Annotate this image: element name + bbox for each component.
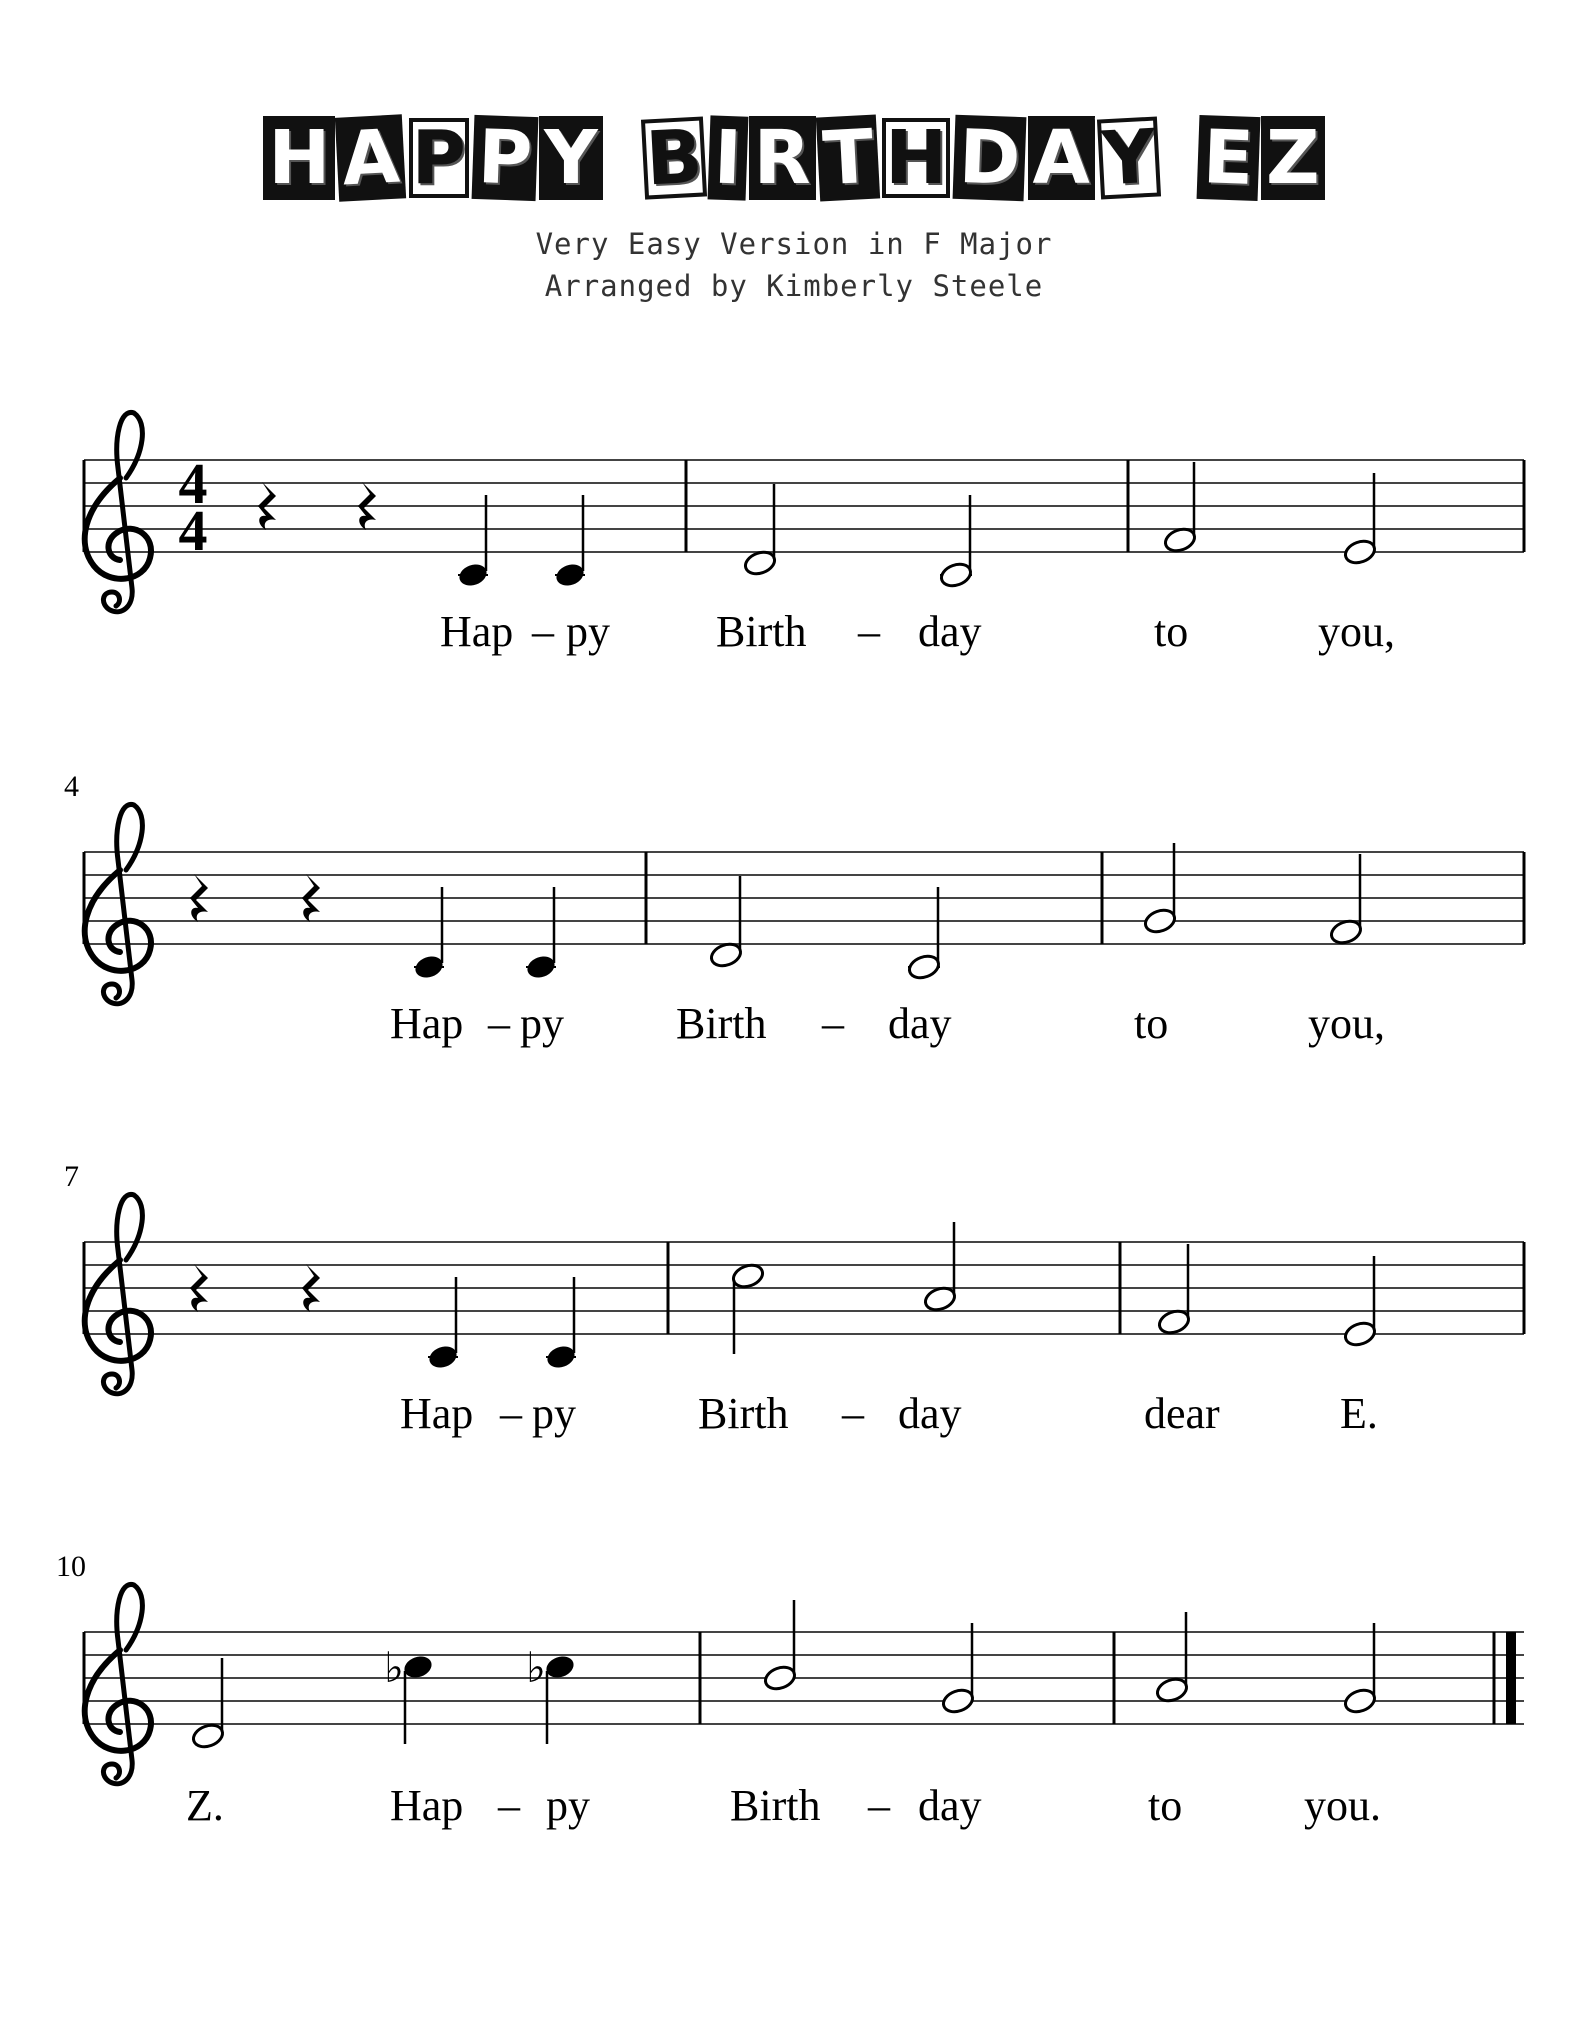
lyric-hyphen: – [532,607,554,656]
note-head [940,1686,975,1715]
note-head [401,1653,434,1681]
lyric: Z. [186,1781,224,1830]
title-letter: Y [1095,114,1163,201]
note-head [524,953,557,981]
title-letter: P [471,115,538,201]
lyric: Hap [390,999,464,1048]
flat-icon: ♭ [384,1643,404,1692]
note-head [1142,906,1177,935]
note-head [1342,537,1377,566]
lyric-hyphen: – [488,999,510,1048]
note-head [412,953,445,981]
flat-icon: ♭ [526,1643,546,1692]
staff-system-1 [84,412,1524,656]
title-letter: A [335,114,407,201]
treble-clef-icon [85,1584,151,1783]
note-head [543,1653,576,1681]
lyric: day [918,1781,982,1830]
measure-number-7: 7 [64,1160,79,1193]
lyric: Birth [698,1389,789,1438]
lyric: py [566,607,610,656]
time-sig-top: 4 [178,451,208,516]
note-head [553,561,586,589]
lyric: py [520,999,564,1048]
lyric: you, [1318,607,1395,656]
lyric-hyphen: – [868,1781,890,1830]
note-head [762,1663,797,1692]
title-letter: I [708,115,748,200]
note-head [906,952,941,981]
title-letter: H [263,116,335,200]
note-head [190,1721,225,1750]
treble-clef-icon [85,804,151,1003]
lyric-hyphen: – [498,1781,520,1830]
note-head [426,1343,459,1371]
title-letter: E [1197,115,1260,201]
lyric: Birth [730,1781,821,1830]
note-head [1342,1686,1377,1715]
title-letter: T [815,114,880,201]
lyric: day [898,1389,962,1438]
measure-number-4: 4 [64,770,79,803]
measure-number-10: 10 [56,1550,86,1583]
title-letter: R [749,116,816,200]
lyric: Hap [390,1781,464,1830]
lyric-hyphen: – [842,1389,864,1438]
lyric: you, [1308,999,1385,1048]
lyric: Birth [676,999,767,1048]
note-head [938,560,973,589]
lyric: to [1148,1781,1183,1830]
lyric: Hap [440,607,514,656]
note-head [456,561,489,589]
title-letter: Z [1261,116,1325,200]
lyric: day [888,999,952,1048]
lyric: you. [1304,1781,1381,1830]
staff-system-2 [84,804,1524,1048]
final-barline [1506,1632,1516,1724]
subtitle-arranger: Arranged by Kimberly Steele [544,269,1044,303]
staff-system-3 [84,1194,1524,1438]
lyric: py [532,1389,576,1438]
lyric-hyphen: – [822,999,844,1048]
lyric: Hap [400,1389,474,1438]
lyric-hyphen: – [858,607,880,656]
lyric: dear [1144,1389,1220,1438]
lyric: to [1154,607,1189,656]
lyric-hyphen: – [500,1389,522,1438]
note-head [544,1343,577,1371]
title-letter: D [953,115,1027,201]
lyric: day [918,607,982,656]
lyric: Birth [716,607,807,656]
note-head [1342,1319,1377,1348]
treble-clef-icon [85,412,151,611]
title-letter: H [880,116,952,200]
title-letter: P [407,116,471,200]
lyric: py [546,1781,590,1830]
subtitle-version: Very Easy Version in F Major [535,227,1053,261]
staff-system-4 [84,1584,1524,1830]
title-letter: B [639,114,710,201]
title-letter: Y [539,116,603,200]
lyric: E. [1340,1389,1378,1438]
treble-clef-icon [85,1194,151,1393]
title-letter: A [1028,116,1095,200]
lyric: to [1134,999,1169,1048]
time-sig-bottom: 4 [178,498,208,563]
